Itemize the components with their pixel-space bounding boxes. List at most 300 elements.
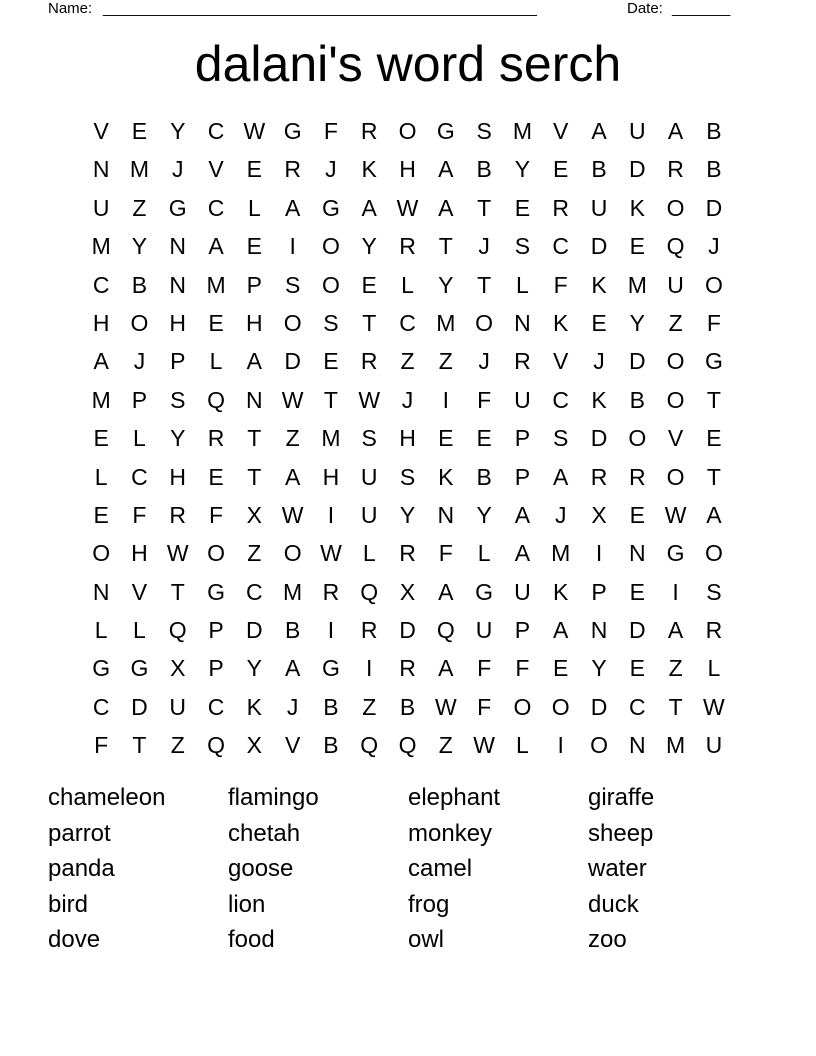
grid-letter: E <box>323 348 339 375</box>
grid-letter: W <box>358 386 381 413</box>
grid-letter: K <box>246 693 262 720</box>
name-label: Name: <box>48 0 93 17</box>
grid-letter: A <box>208 233 224 260</box>
grid-letter: E <box>476 425 492 452</box>
grid-letter: R <box>169 501 187 528</box>
grid-letter: U <box>667 271 684 298</box>
grid-letter: Q <box>207 732 225 759</box>
grid-letter: L <box>133 425 146 452</box>
grid-letter: A <box>284 463 301 490</box>
grid-letter: N <box>590 617 608 644</box>
grid-letter: G <box>321 655 340 682</box>
grid-letter: B <box>323 732 339 759</box>
grid-letter: Q <box>207 386 225 413</box>
grid-letter: L <box>516 732 529 759</box>
grid-letter: I <box>672 578 679 605</box>
grid-letter: S <box>399 463 416 490</box>
grid-letter: R <box>399 540 416 567</box>
grid-row <box>82 304 733 342</box>
grid-letter: R <box>667 156 684 183</box>
grid-letter: O <box>92 540 111 567</box>
grid-letter: Y <box>438 271 454 298</box>
grid-letter: K <box>629 194 645 221</box>
grid-letter: Q <box>360 578 379 605</box>
grid-letter: E <box>208 463 224 490</box>
grid-letter: E <box>629 578 645 605</box>
grid-letter: A <box>361 194 377 221</box>
grid-letter: R <box>705 617 723 644</box>
grid-letter: W <box>703 693 725 720</box>
grid-letter: Q <box>398 732 417 759</box>
grid-letter: D <box>590 425 608 452</box>
grid-letter: O <box>475 309 494 336</box>
grid-letter: T <box>247 463 262 490</box>
grid-letter: O <box>666 463 685 490</box>
grid-letter: L <box>133 617 146 644</box>
grid-letter: D <box>705 194 723 221</box>
grid-letter: R <box>322 578 340 605</box>
grid-letter: C <box>92 271 110 298</box>
grid-letter: C <box>207 194 225 221</box>
grid-row <box>82 112 733 150</box>
grid-letter: X <box>170 655 186 682</box>
grid-letter: N <box>514 309 531 336</box>
grid-letter: E <box>591 309 607 336</box>
grid-letter: A <box>438 194 454 221</box>
grid-letter: Y <box>629 309 645 336</box>
grid-letter: O <box>704 540 723 567</box>
grid-letter: E <box>629 655 645 682</box>
grid-letter: W <box>664 501 687 528</box>
word-list-item: duck <box>588 890 639 918</box>
grid-letter: G <box>283 118 302 144</box>
grid-letter: O <box>207 540 225 567</box>
grid-letter: G <box>704 348 723 375</box>
word-list-item: bird <box>48 890 89 918</box>
grid-letter: M <box>627 271 647 298</box>
word-list-item: zoo <box>588 926 627 953</box>
grid-letter: C <box>628 693 646 720</box>
grid-letter: T <box>477 271 492 298</box>
grid-letter: E <box>93 501 109 528</box>
grid-letter: O <box>283 309 302 336</box>
grid-letter: T <box>706 463 721 490</box>
grid-letter: C <box>131 463 148 490</box>
grid-letter: O <box>704 271 723 298</box>
grid-letter: Y <box>131 233 148 260</box>
grid-row <box>82 419 733 457</box>
grid-letter: I <box>327 617 335 644</box>
grid-letter: O <box>513 693 532 720</box>
grid-letter: I <box>289 233 296 260</box>
grid-letter: U <box>514 386 531 413</box>
grid-letter: K <box>591 386 607 413</box>
grid-letter: W <box>473 732 495 759</box>
grid-letter: A <box>514 540 531 567</box>
word-list-item: owl <box>408 926 445 953</box>
grid-letter: O <box>398 118 417 144</box>
grid-row <box>82 189 733 227</box>
grid-letter: F <box>209 501 224 528</box>
grid-letter: R <box>360 118 378 144</box>
grid-letter: J <box>478 233 490 260</box>
grid-row <box>82 266 733 304</box>
grid-letter: G <box>436 118 455 144</box>
grid-letter: K <box>438 463 454 490</box>
grid-letter: G <box>130 655 149 682</box>
word-list-item: camel <box>408 855 473 882</box>
grid-letter: O <box>628 425 647 452</box>
grid-letter: A <box>553 617 569 644</box>
grid-letter: L <box>94 463 108 490</box>
grid-letter: K <box>553 309 569 336</box>
grid-letter: Z <box>170 732 185 759</box>
grid-letter: E <box>514 194 531 221</box>
grid-letter: Q <box>168 617 187 644</box>
grid-letter: U <box>360 463 378 490</box>
word-list-item: chameleon <box>48 784 166 811</box>
grid-letter: U <box>92 194 110 221</box>
grid-letter: C <box>552 233 570 260</box>
grid-letter: C <box>552 386 570 413</box>
grid-letter: J <box>171 156 184 183</box>
grid-letter: I <box>595 540 603 567</box>
grid-letter: V <box>667 425 684 452</box>
grid-letter: R <box>284 156 301 183</box>
grid-letter: Z <box>668 655 683 682</box>
word-list-item: lion <box>228 890 266 918</box>
grid-letter: U <box>628 118 646 144</box>
grid-letter: W <box>434 693 457 720</box>
grid-letter: B <box>629 386 645 413</box>
grid-letter: N <box>628 540 646 567</box>
grid-letter: J <box>554 501 567 528</box>
grid-letter: D <box>628 156 646 183</box>
grid-letter: Z <box>438 348 453 375</box>
grid-letter: A <box>246 348 262 375</box>
grid-letter: V <box>93 118 109 144</box>
grid-letter: M <box>283 578 303 605</box>
grid-letter: A <box>514 501 531 528</box>
word-list-item: elephant <box>408 784 501 811</box>
grid-letter: E <box>438 425 454 452</box>
grid-letter: A <box>591 118 607 144</box>
grid-letter: J <box>325 156 337 183</box>
grid-letter: P <box>514 617 531 644</box>
grid-letter: U <box>590 194 608 221</box>
grid-row <box>82 496 733 534</box>
word-list-item: parrot <box>48 819 111 847</box>
grid-letter: X <box>399 578 416 605</box>
grid-letter: Q <box>436 617 455 644</box>
grid-letter: K <box>361 156 377 183</box>
grid-letter: S <box>170 386 186 413</box>
grid-letter: D <box>131 693 148 720</box>
grid-letter: F <box>553 271 568 298</box>
grid-letter: F <box>477 655 492 682</box>
grid-letter: T <box>438 233 453 260</box>
grid-letter: P <box>591 578 607 605</box>
grid-letter: G <box>321 194 340 221</box>
grid-letter: M <box>666 732 686 759</box>
grid-letter: P <box>514 425 531 452</box>
grid-letter: L <box>477 540 491 567</box>
grid-letter: T <box>362 309 377 336</box>
grid-letter: A <box>284 194 301 221</box>
date-line: _______ <box>672 0 731 17</box>
word-list-item: monkey <box>408 819 493 847</box>
grid-letter: Y <box>246 655 262 682</box>
grid-letter: S <box>706 578 722 605</box>
grid-letter: V <box>284 732 301 759</box>
grid-letter: O <box>666 194 685 221</box>
grid-letter: B <box>476 463 492 490</box>
grid-letter: E <box>93 425 109 452</box>
grid-letter: E <box>553 655 569 682</box>
grid-letter: U <box>705 732 723 759</box>
grid-letter: G <box>92 655 111 682</box>
grid-letter: B <box>591 156 607 183</box>
grid-row <box>82 342 733 380</box>
grid-letter: A <box>706 501 722 528</box>
letter-grid <box>82 112 733 765</box>
grid-letter: M <box>436 309 456 336</box>
grid-letter: W <box>320 540 342 567</box>
grid-letter: S <box>323 309 339 336</box>
grid-letter: A <box>93 348 109 375</box>
word-list-item: flamingo <box>228 784 319 811</box>
grid-row <box>82 726 733 764</box>
word-list-item: dove <box>48 926 101 953</box>
grid-letter: W <box>281 501 304 528</box>
grid-letter: G <box>207 578 225 605</box>
grid-letter: S <box>284 271 301 298</box>
name-line: ____________________________________________________ <box>103 0 537 17</box>
date-label: Date: <box>627 0 663 17</box>
grid-letter: A <box>667 617 684 644</box>
grid-letter: Z <box>668 309 683 336</box>
word-list-item: frog <box>408 890 450 918</box>
grid-letter: L <box>401 271 414 298</box>
grid-letter: T <box>132 732 147 759</box>
grid-letter: Y <box>170 118 186 144</box>
word-list-item: sheep <box>588 819 654 847</box>
grid-letter: T <box>477 194 492 221</box>
grid-letter: K <box>591 271 607 298</box>
grid-letter: W <box>243 118 266 144</box>
grid-letter: R <box>590 463 608 490</box>
grid-letter: D <box>399 617 416 644</box>
grid-letter: L <box>362 540 376 567</box>
grid-letter: D <box>284 348 301 375</box>
grid-letter: D <box>590 233 608 260</box>
grid-letter: I <box>557 732 564 759</box>
grid-letter: V <box>131 578 148 605</box>
header <box>48 0 748 20</box>
grid-letter: L <box>209 348 223 375</box>
grid-letter: B <box>706 118 722 144</box>
grid-letter: G <box>666 540 685 567</box>
grid-letter: N <box>92 578 110 605</box>
grid-letter: L <box>707 655 721 682</box>
grid-letter: D <box>628 348 646 375</box>
grid-letter: V <box>553 348 569 375</box>
grid-letter: E <box>629 501 645 528</box>
grid-letter: E <box>361 271 377 298</box>
grid-letter: V <box>208 156 224 183</box>
grid-letter: N <box>437 501 455 528</box>
word-list-item: water <box>588 855 647 882</box>
grid-letter: N <box>246 386 263 413</box>
grid-letter: I <box>366 655 373 682</box>
grid-letter: E <box>553 156 569 183</box>
grid-letter: M <box>91 233 111 260</box>
grid-letter: B <box>323 693 339 720</box>
grid-letter: T <box>323 386 338 413</box>
grid-letter: Q <box>360 732 379 759</box>
grid-letter: H <box>322 463 340 490</box>
grid-letter: B <box>131 271 148 298</box>
grid-letter: O <box>321 271 340 298</box>
word-list-item: goose <box>228 855 294 882</box>
grid-row <box>82 381 733 419</box>
grid-letter: O <box>666 348 685 375</box>
grid-letter: M <box>129 156 150 183</box>
grid-letter: U <box>514 578 531 605</box>
grid-letter: S <box>361 425 377 452</box>
grid-letter: F <box>132 501 147 528</box>
grid-letter: J <box>708 233 720 260</box>
grid-letter: F <box>477 693 492 720</box>
grid-letter: Z <box>247 540 262 567</box>
grid-letter: O <box>666 386 685 413</box>
grid-letter: C <box>207 118 225 144</box>
grid-letter: H <box>131 540 148 567</box>
grid-letter: O <box>321 233 340 260</box>
grid-letter: T <box>170 578 185 605</box>
grid-row <box>82 150 733 188</box>
grid-letter: C <box>246 578 263 605</box>
grid-letter: S <box>553 425 569 452</box>
grid-letter: Z <box>400 348 415 375</box>
grid-letter: R <box>399 233 416 260</box>
grid-letter: W <box>396 194 419 221</box>
grid-row <box>82 458 733 496</box>
word-list-item: chetah <box>228 819 301 847</box>
word-list-item: panda <box>48 855 115 882</box>
grid-letter: E <box>706 425 722 452</box>
grid-letter: H <box>92 309 110 336</box>
grid-letter: Y <box>361 233 377 260</box>
grid-letter: X <box>591 501 607 528</box>
grid-letter: O <box>590 732 608 759</box>
grid-letter: Y <box>170 425 186 452</box>
grid-letter: P <box>246 271 262 298</box>
grid-letter: S <box>476 118 492 144</box>
grid-letter: Q <box>666 233 685 260</box>
grid-letter: N <box>628 732 646 759</box>
grid-letter: A <box>284 655 301 682</box>
word-list-item: giraffe <box>588 784 655 811</box>
grid-letter: E <box>131 118 148 144</box>
grid-letter: F <box>323 118 338 144</box>
grid-letter: Z <box>132 194 147 221</box>
grid-letter: F <box>706 309 721 336</box>
grid-letter: F <box>438 540 453 567</box>
grid-letter: J <box>286 693 299 720</box>
page-title: dalani's word serch <box>194 36 622 92</box>
grid-letter: U <box>169 693 187 720</box>
grid-letter: O <box>551 693 570 720</box>
grid-letter: N <box>169 233 187 260</box>
grid-letter: M <box>206 271 226 298</box>
grid-letter: G <box>168 194 187 221</box>
grid-letter: L <box>247 194 261 221</box>
grid-letter: H <box>399 425 416 452</box>
grid-letter: M <box>551 540 571 567</box>
grid-letter: A <box>553 463 569 490</box>
grid-row <box>82 534 733 572</box>
grid-letter: J <box>401 386 414 413</box>
grid-letter: C <box>92 693 110 720</box>
grid-letter: O <box>283 540 302 567</box>
grid-letter: R <box>514 348 531 375</box>
grid-letter: P <box>514 463 531 490</box>
grid-letter: H <box>169 309 187 336</box>
grid-letter: P <box>208 655 224 682</box>
grid-letter: H <box>169 463 187 490</box>
grid-letter: B <box>284 617 301 644</box>
grid-letter: D <box>590 693 608 720</box>
grid-letter: H <box>246 309 263 336</box>
grid-letter: E <box>246 233 262 260</box>
grid-letter: F <box>94 732 109 759</box>
grid-letter: Z <box>285 425 300 452</box>
grid-letter: U <box>360 501 378 528</box>
grid-letter: Y <box>514 156 531 183</box>
grid-letter: C <box>207 693 225 720</box>
grid-letter: C <box>399 309 416 336</box>
grid-letter: X <box>246 732 262 759</box>
grid-letter: Z <box>362 693 377 720</box>
grid-letter: W <box>166 540 189 567</box>
grid-letter: T <box>706 386 721 413</box>
grid-letter: T <box>247 425 262 452</box>
grid-letter: K <box>553 578 569 605</box>
word-list <box>48 780 768 958</box>
grid-letter: F <box>477 386 492 413</box>
grid-letter: A <box>438 578 454 605</box>
grid-letter: P <box>208 617 224 644</box>
grid-letter: P <box>170 348 186 375</box>
grid-letter: I <box>442 386 450 413</box>
grid-letter: M <box>91 386 111 413</box>
grid-letter: M <box>512 118 532 144</box>
grid-letter: D <box>628 617 646 644</box>
grid-letter: R <box>628 463 646 490</box>
grid-letter: L <box>94 617 108 644</box>
grid-letter: M <box>321 425 341 452</box>
grid-row <box>82 573 733 611</box>
grid-letter: R <box>360 617 378 644</box>
grid-letter: T <box>668 693 683 720</box>
grid-letter: F <box>515 655 530 682</box>
grid-letter: A <box>438 156 454 183</box>
grid-letter: E <box>208 309 224 336</box>
grid-letter: J <box>593 348 605 375</box>
grid-letter: I <box>327 501 335 528</box>
grid-row <box>82 688 733 726</box>
